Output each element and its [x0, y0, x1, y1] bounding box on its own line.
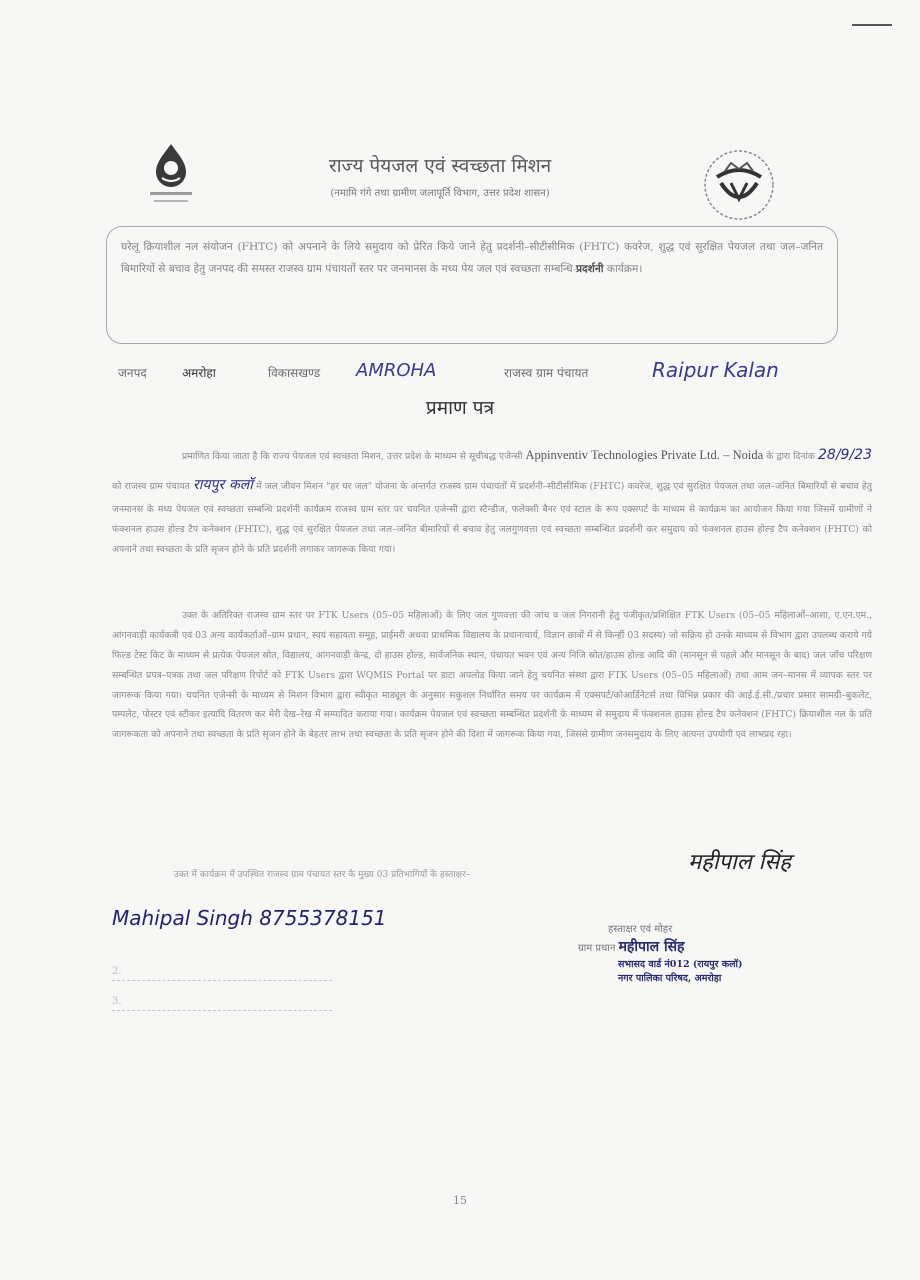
stamp-line-4: नगर पालिका परिषद, अमरोहा [618, 973, 722, 985]
district-value: अमरोहा [182, 366, 216, 380]
participant-3-number: 3. [112, 996, 122, 1007]
p1-text-b: के द्वारा दिनांक [766, 451, 815, 462]
block-label: विकासखण्ड [268, 366, 321, 380]
block-value: AMROHA [356, 360, 437, 381]
stamp-name: महीपाल सिंह [618, 939, 685, 955]
org-title: राज्य पेयजल एवं स्वच्छता मिशन [328, 155, 552, 177]
margin-mark [852, 24, 892, 26]
participant-2-number: 2. [112, 966, 122, 977]
program-text: घरेलू क्रियाशील नल संयोजन (FHTC) को अपनाने के लिये समुदाय को प्रेरित किये जाने हेतु प्रदर्शनी–सीटीसीमिक (FHTC) कवरेज, शुद्ध एवं सुरक्षित पेयजल तथा जल–जनित बिमारियों से बचाव हेतु जनपद की समस्त राजस्व ग्राम पंचायतों स्तर पर जनमानस के मध्य पेय जल एवं स्वच्छता सम्बन्धि [121, 241, 823, 275]
body-paragraph-2: उक्त के अतिरिक्त राजस्व ग्राम स्तर पर FTK Users (05–05 महिलाओं) के लिए जल गुणवत्ता की जांच व जल निगरानी हेतु पंजीकृत/प्रशिक्षित FTK Users (05–05 महिलाओं–आशा, ए.एन.एम., आंगनवाड़ी कार्यकत्री एवं 03 अन्य कार्यकर्ताओं–ग्राम प्रधान, स्वयं सहायता समूह, प्राईमरी अथवा प्राथमिक विद्यालय के प्रधानाचार्य, विज्ञान छात्रों में से किन्हीं 03 सदस्य) जो सक्रिय हो उनके माध्यम से विभाग द्वारा उपलब्ध कराये गये फिल्ड टेस्ट किट के माध्यम से प्रत्येक पेयजल स्रोत, विद्यालय, आंगनवाड़ी केन्द्र, दो हाउस होल्ड, सार्वजनिक स्थान, पंचायत भवन एवं अन्य निजि स्रोत/हाउस होल्ड आदि की (मानसून से पहले और मानसून के बाद) जल जाँच परिक्षण सम्बन्धित प्रपत्र–पत्रक तथा जल परिक्षण रिपोर्ट को FTK Users द्वारा WQMIS Portal पर डाटा अपलोड किया जाने हेतु चयनित संस्था द्वारा FTK Users (05–05 महिलाओं) तथा आम जन–मानस में व्यापक स्तर पर जागरूक किया गया। चयनित एजेन्सी के माध्यम से मिशन विभाग द्वारा स्वीकृत माड्यूल के अनुसार सकुशल निर्धारित समय पर कार्यक्रम में एक्सपर्ट/कोआर्डिनेटर्स तथा विभिन्न प्रकार की आई.ई.सी./प्रचार प्रसार सामग्री–बुकलेट, पम्पलेट, पोस्टर एवं स्टीकर इत्यादि वितरण कर मेरी देख–रेख में सम्पादित कराया गया। कार्यक्रम पेयजल एवं स्वच्छता सम्बन्धित प्रदर्शनी के माध्यम से समुदाय में फंक्शनल हाउस होल्ड टैप कनेक्शन (FHTC) क्रियाशील नल के प्रति जागरूकता को अपनाने तथा स्वच्छता के प्रति सृजन होने के बेहतर लाभ तथा स्वच्छता के प्रति सृजन होने की दिशा में जागरूक किया गया, जिससे ग्रामीण जनसमुदाय के लिए अत्यन्त उपयोगी एवं लाभप्रद रहा। [112, 610, 872, 741]
official-stamp [578, 922, 818, 987]
program-date: 28/9/23 [818, 447, 872, 463]
certificate-title: प्रमाण पत्र [425, 397, 495, 419]
district-label: जनपद [118, 366, 147, 380]
state-emblem-icon [695, 143, 783, 223]
participant-signature-2 [112, 966, 332, 981]
program-description-box [106, 226, 838, 344]
gram-panchayat-name: रायपुर कलॉ [193, 477, 253, 494]
org-subtitle: (नमामि गंगे तथा ग्रामीण जलापूर्ति विभाग, उत्तर प्रदेश शासन) [330, 188, 550, 199]
signature-note: उक्त में कार्यक्रम में उपस्थित राजस्व ग्राम पंचायत स्तर के मुख्य 03 प्रतिभागियों के हस्ताक्षर– [173, 870, 471, 880]
location-line [118, 358, 838, 394]
stamp-line-3: सभासद वार्ड नं012 (रायपुर कलॉ) [618, 959, 743, 970]
page-number: 15 [453, 1194, 467, 1207]
p1-text-d: में जल जीवन मिशन "हर घर जल" योजना के अन्तर्गत राजस्व ग्राम पंचायतों में प्रदर्शनी–सीटीसीमिक (FHTC) कवरेज, शुद्ध एवं सुरक्षित पेयजल तथा जल–जनित बिमारियों से बचाव हेतु जनमानस के मध्य पेयजल एवं स्वच्छता सम्बन्धि प्रदर्शनी कार्यक्रम राजस्व ग्राम स्तर पर चयनित एजेन्सी द्वारा स्टैन्डीज, फलेक्सी बैनर एवं स्टाल के रूप एक्सपर्ट के माध्यम से कार्यक्रम का आयोजन किया गया जिसमें ग्रामीणों ने फंक्शनल हाउस होल्ड टैप कनेक्शन (FHTC), शुद्ध एवं सुरक्षित पेयजल तथा जल–जनित बीमारियों से बचाव हेतु जलगुणवत्ता एवं स्वच्छता सम्बन्धित प्रदर्शनी कर समुदाय को फंक्शनल हाउस होल्ड टैप कनेक्शन (FHTC) को अपनाने तथा स्वच्छता के प्रति सृजन होने के प्रति प्रदर्शनी लगाकर जागरूक किया गया। [112, 481, 872, 556]
program-text-end: कार्यक्रम। [606, 262, 643, 275]
participant-signature-3 [112, 996, 332, 1011]
stamp-designation: ग्राम प्रधान [578, 943, 616, 954]
p1-text-c: को राजस्व ग्राम पंचायत [112, 481, 190, 493]
body-paragraph-1 [112, 440, 872, 560]
participant-signature-1: Mahipal Singh 8755378151 [112, 906, 387, 930]
mission-logo-icon [140, 140, 202, 210]
program-text-bold: प्रदर्शनी [575, 262, 604, 275]
stamp-line-1: हस्ताक्षर एवं मोहर [608, 924, 673, 935]
panchayat-value: Raipur Kalan [652, 358, 779, 382]
stamp-line-2 [578, 937, 818, 958]
p1-text-a: प्रमाणित किया जाता है कि राज्य पेयजल एवं स्वच्छता मिशन, उत्तर प्रदेश के माध्यम से सूचीबद्ध एजेन्सी [182, 451, 523, 462]
panchayat-label: राजस्व ग्राम पंचायत [504, 366, 589, 380]
pradhan-signature: महीपाल सिंह [688, 850, 791, 875]
agency-name: Appinventiv Technologies Private Ltd. – Noida [525, 448, 764, 462]
